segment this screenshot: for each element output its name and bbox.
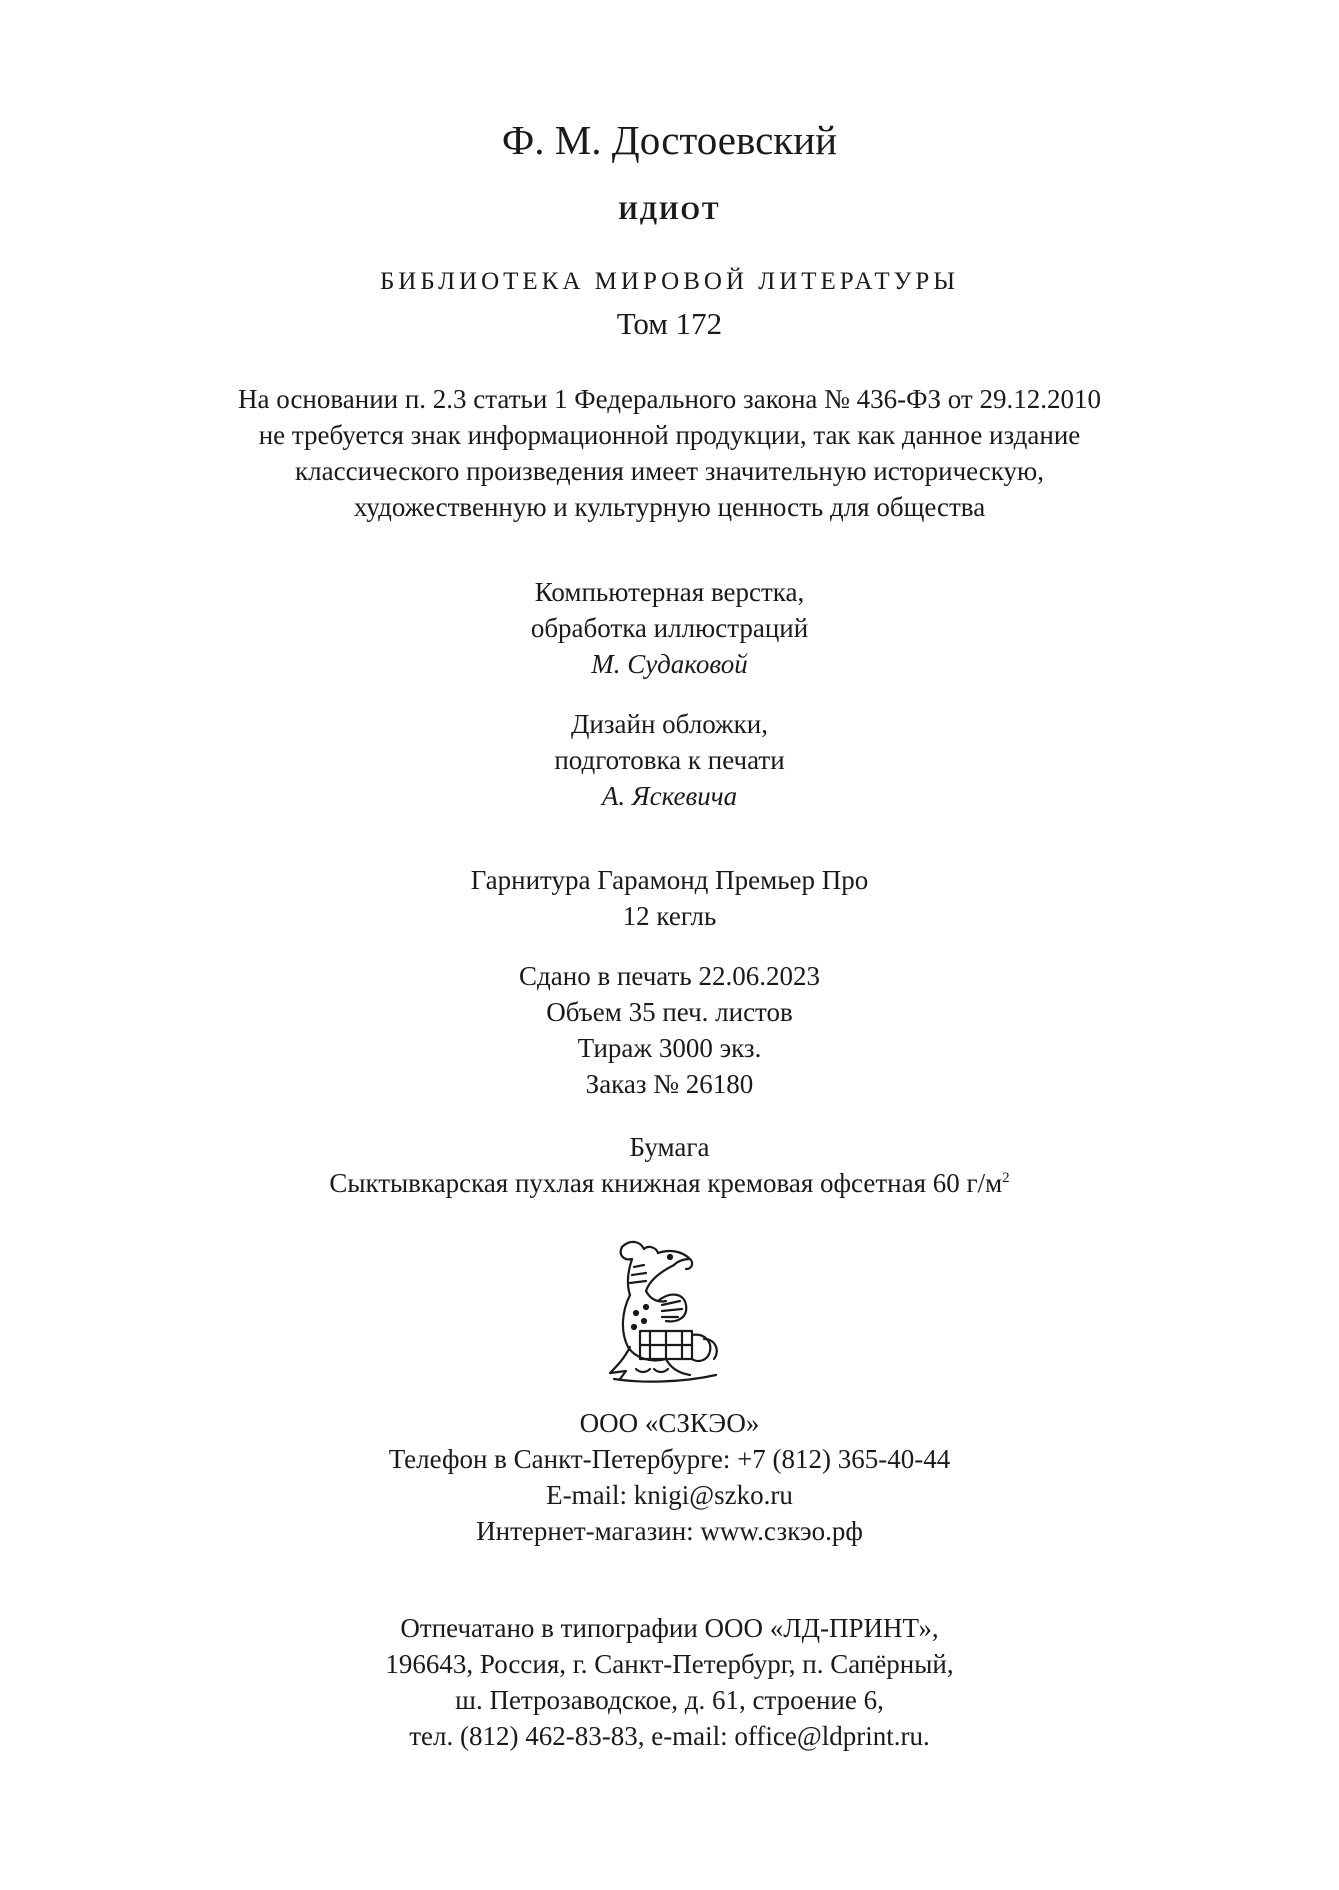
publisher-email: E-mail: knigi@szko.ru xyxy=(546,1480,793,1510)
credit-person: А. Яскевича xyxy=(601,781,738,811)
author-name: Ф. М. Достоевский xyxy=(501,117,838,163)
publisher-name: ООО «СЗКЭО» xyxy=(579,1408,760,1438)
printer-line: 196643, Россия, г. Санкт-Петербург, п. Сапёрный, xyxy=(385,1649,954,1679)
printer-line: Отпечатано в типографии ООО «ЛД-ПРИНТ», xyxy=(400,1613,939,1643)
paper-label: Бумага xyxy=(629,1132,710,1162)
book-title: идиот xyxy=(618,187,721,227)
printer-line: ш. Петрозаводское, д. 61, строение 6, xyxy=(455,1685,884,1715)
font-size: 12 кегль xyxy=(622,901,717,931)
credit-role: Компьютерная верстка, xyxy=(534,577,805,607)
credit-role: подготовка к печати xyxy=(554,745,785,775)
paper-description-text: Сыктывкарская пухлая книжная кремовая офсетная 60 г/м xyxy=(329,1168,1003,1198)
legal-notice-line: На основании п. 2.3 статьи 1 Федерального закона № 436-ФЗ от 29.12.2010 xyxy=(238,384,1101,414)
legal-notice-line: художественную и культурную ценность для общества xyxy=(353,492,986,522)
print-volume: Объем 35 печ. листов xyxy=(546,997,793,1027)
publisher-shop: Интернет-магазин: www.сзкэо.рф xyxy=(476,1516,863,1546)
printer-line: тел. (812) 462-83-83, e-mail: office@ldprint.ru. xyxy=(409,1721,930,1751)
legal-notice-line: классического произведения имеет значительную историческую, xyxy=(295,456,1044,486)
credit-person: М. Судаковой xyxy=(591,649,748,679)
paper-description xyxy=(0,1165,1339,1201)
legal-notice-line: не требуется знак информационной продукции, так как данное издание xyxy=(258,420,1081,450)
publisher-phone: Телефон в Санкт-Петербурге: +7 (812) 365-40-44 xyxy=(388,1444,951,1474)
order-number: Заказ № 26180 xyxy=(585,1069,754,1099)
volume-number: Том 172 xyxy=(616,306,723,341)
paper-superscript: 2 xyxy=(1002,1170,1010,1186)
credit-role: Дизайн обложки, xyxy=(570,709,768,739)
signed-date: Сдано в печать 22.06.2023 xyxy=(519,961,820,991)
print-run: Тираж 3000 экз. xyxy=(577,1033,762,1063)
credit-role: обработка иллюстраций xyxy=(530,613,809,643)
series-name: БИБЛИОТЕКА МИРОВОЙ ЛИТЕРАТУРЫ xyxy=(379,268,960,295)
typeface: Гарнитура Гарамонд Премьер Про xyxy=(470,865,869,895)
publisher-logo-griffin-icon xyxy=(600,1235,736,1385)
